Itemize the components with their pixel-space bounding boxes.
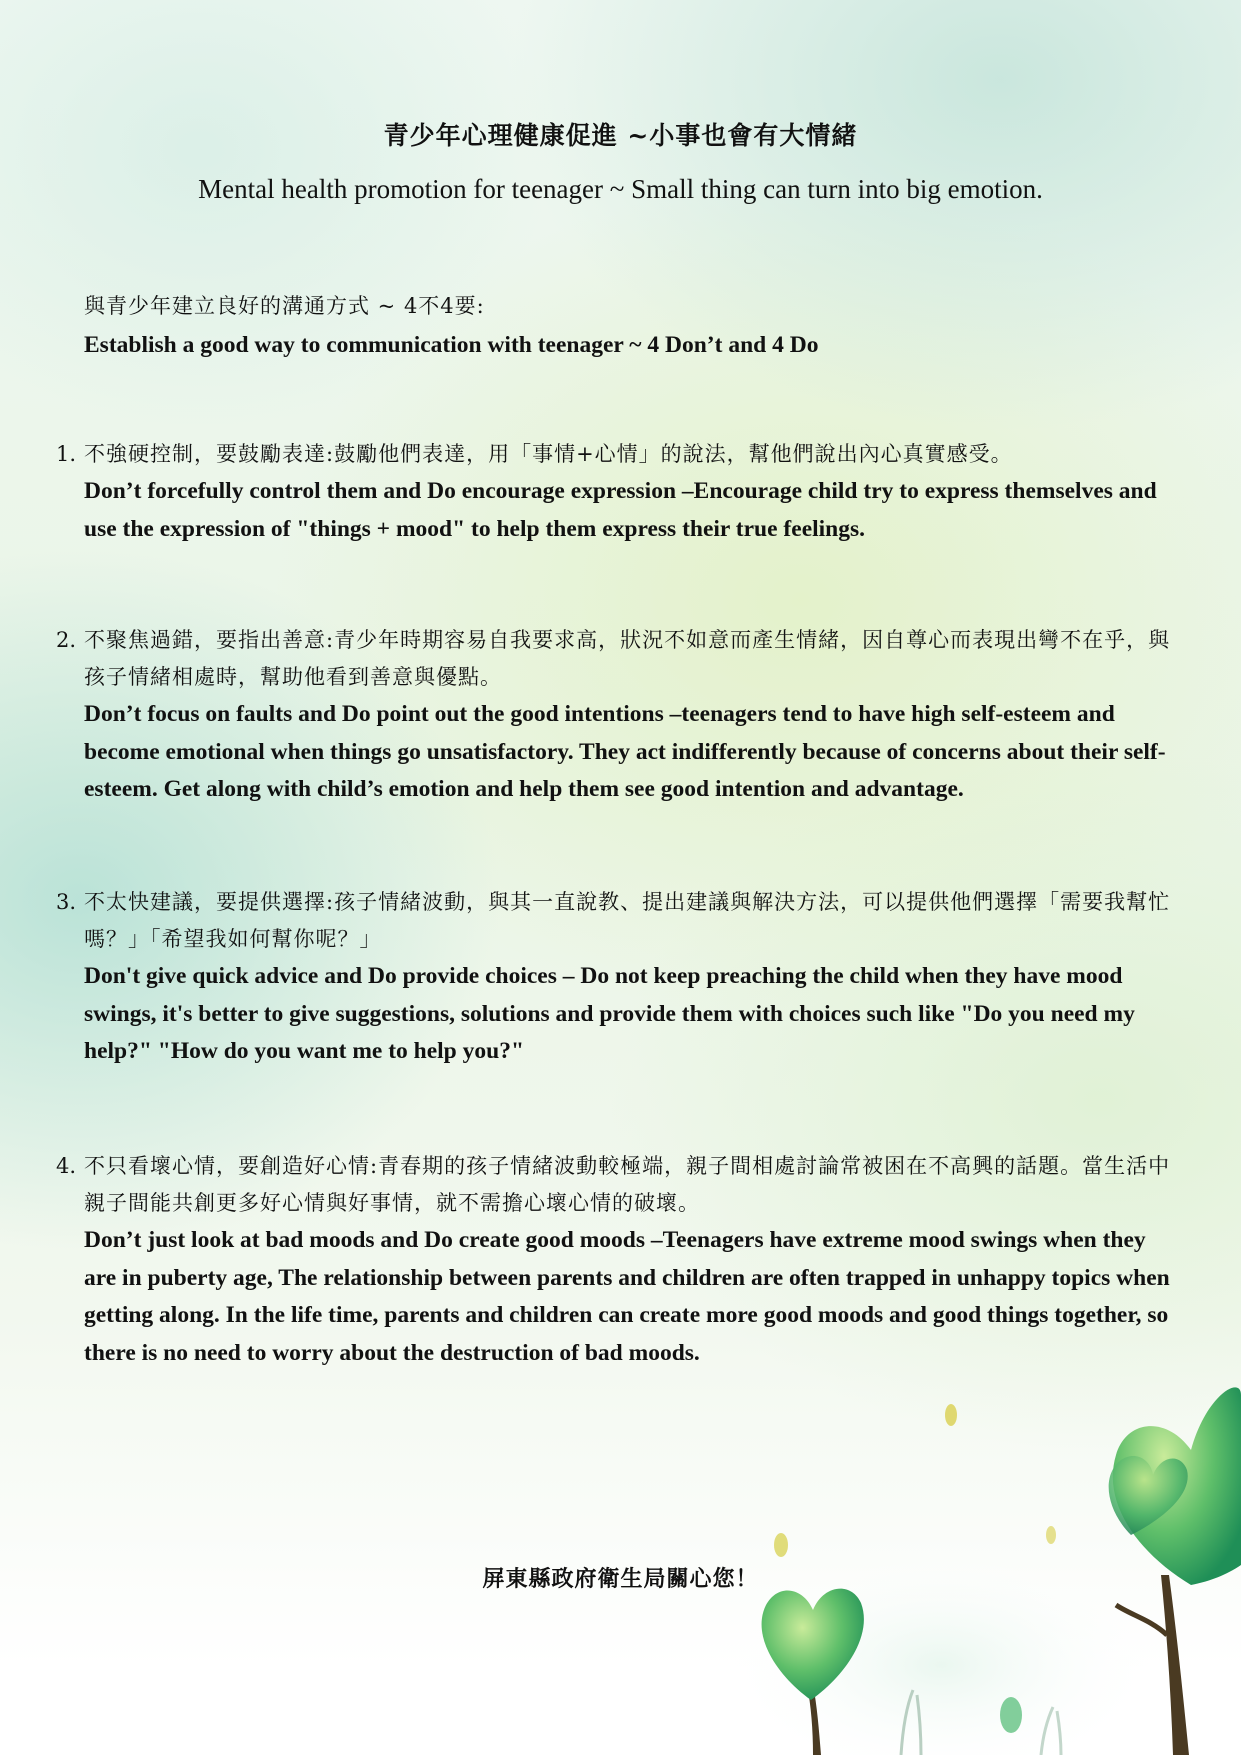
leaf-droplet (945, 1404, 957, 1426)
item-number: 3. (56, 890, 77, 914)
intro-chinese: 與青少年建立良好的溝通方式 ~ 4不4要: (84, 294, 485, 318)
item-english-text: Don’t forcefully control them and Do encourage expression –Encourage child try to express themselves and use the expression of "things + mood" to help them express their true feelings. (84, 478, 1157, 542)
item-number: 4. (56, 1154, 77, 1178)
leaf-droplet (1000, 1697, 1022, 1733)
intro-english: Establish a good way to communication with teenager ~ 4 Don’t and 4 Do (84, 332, 819, 358)
item-chinese-text: 不聚焦過錯，要指出善意:青少年時期容易自我要求高，狀況不如意而產生情緒，因自尊心而表現出彎不在乎，與孩子情緒相處時，幫助他看到善意與優點。 (84, 628, 1171, 689)
item-english-text: Don’t just look at bad moods and Do create good moods –Teenagers have extreme mood swings when they are in puberty age, The relationship between parents and children are often trapped in unhappy topics when getting along. In the life time, parents and children can create more good moods and good things together, so there is no need to worry about the destruction of bad moods. (84, 1227, 1170, 1366)
list-item (56, 622, 1181, 809)
footer-signature: 屏東縣政府衛生局關心您！ (482, 1566, 759, 1592)
tree-illustration (721, 1335, 1241, 1755)
title-english: Mental health promotion for teenager ~ Small thing can turn into big emotion. (198, 174, 1043, 204)
item-chinese-text: 不只看壞心情，要創造好心情:青春期的孩子情緒波動較極端，親子間相處討論常被困在不高興的話題。當生活中親子間能共創更多好心情與好事情，就不需擔心壞心情的破壞。 (84, 1154, 1171, 1215)
intro-section (84, 288, 1184, 365)
leaf-droplet (1046, 1526, 1056, 1544)
title-chinese: 青少年心理健康促進 ~小事也會有大情緒 (383, 121, 858, 150)
item-number: 1. (56, 442, 77, 466)
list-item (56, 884, 1181, 1071)
item-chinese-text: 不太快建議，要提供選擇:孩子情緒波動，與其一直說教、提出建議與解決方法，可以提供他們選擇「需要我幫忙嗎？」「希望我如何幫你呢？」 (84, 890, 1171, 951)
item-chinese-text: 不強硬控制，要鼓勵表達:鼓勵他們表達，用「事情+心情」的說法，幫他們說出內心真實感受。 (84, 442, 1013, 466)
item-english-text: Don't give quick advice and Do provide choices – Do not keep preaching the child when they have mood swings, it's better to give suggestions, solutions and provide them with choices such like "Do you need my help?" "How do you want me to help you?" (84, 963, 1135, 1064)
list-item (56, 436, 1181, 548)
item-number: 2. (56, 628, 77, 652)
tree-trunk (1161, 1575, 1189, 1755)
leaf-droplet (774, 1533, 788, 1557)
item-english-text: Don’t focus on faults and Do point out the good intentions –teenagers tend to have high self-esteem and become emotional when things go unsatisfactory. They act indifferently because of concerns about their self-esteem. Get along with child’s emotion and help them see good intention and advantage. (84, 701, 1166, 802)
